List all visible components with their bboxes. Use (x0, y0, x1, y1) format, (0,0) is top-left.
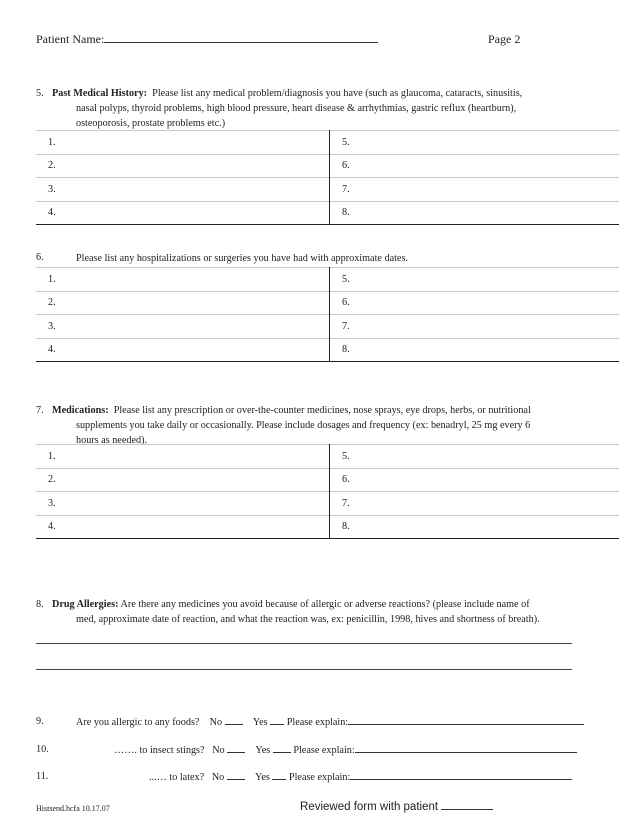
q6-prompt: Please list any hospitalizations or surgeries you have had with approximate dates. (76, 253, 408, 264)
q9-explain-field[interactable] (348, 714, 584, 725)
table-row (36, 338, 619, 362)
q7-entry-8[interactable]: 8. (330, 515, 620, 539)
table-row (36, 154, 619, 178)
table-row (36, 445, 619, 469)
q10-row (114, 742, 577, 758)
q11-row (149, 769, 572, 785)
table-row (36, 268, 619, 292)
q7-entry-2[interactable]: 2. (36, 468, 330, 492)
q6-entry-7[interactable]: 7. (330, 315, 620, 339)
q8-number: 8. (36, 599, 44, 610)
page-number: Page 2 (488, 32, 521, 46)
q7-entry-4[interactable]: 4. (36, 515, 330, 539)
q6-entry-4[interactable]: 4. (36, 338, 330, 362)
reviewed-label: Reviewed form with patient (300, 801, 439, 813)
q11-explain-field[interactable] (350, 769, 572, 780)
q9-yes-label: Yes (252, 717, 268, 728)
table-row (36, 131, 619, 155)
q7-entry-3[interactable]: 3. (36, 492, 330, 516)
q5-entry-3[interactable]: 3. (36, 178, 330, 202)
q10-no-label: No (212, 745, 225, 756)
q5-entry-6[interactable]: 6. (330, 154, 620, 178)
q7-entry-6[interactable]: 6. (330, 468, 620, 492)
q8-prompt: Drug Allergies: Are there any medicines you avoid because of allergic or adverse reactions? (please include name of med, approximate date of reaction, and what the reaction was, ex: penicillin, 1998, hives and shortness of breath). (52, 599, 540, 625)
q10-number: 10. (36, 744, 49, 755)
q11-no-label: No (211, 772, 225, 783)
q9-no-blank[interactable] (225, 714, 243, 725)
q7-number: 7. (36, 405, 44, 416)
q8-answer-line-2[interactable] (36, 669, 572, 670)
q11-no-blank[interactable] (227, 769, 245, 780)
q5-title: Past Medical History: (52, 88, 148, 99)
q5-entry-2[interactable]: 2. (36, 154, 330, 178)
q10-yes-label: Yes (255, 745, 271, 756)
q7-entry-7[interactable]: 7. (330, 492, 620, 516)
q9-yes-blank[interactable] (270, 714, 284, 725)
q11-explain-label: Please explain: (288, 772, 351, 783)
q7-table (36, 444, 619, 539)
table-row (36, 291, 619, 315)
q8-answer-line-1[interactable] (36, 643, 572, 644)
q11-question: ...… to latex? (149, 772, 205, 783)
q10-explain-label: Please explain: (293, 745, 355, 756)
q5-entry-1[interactable]: 1. (36, 131, 330, 155)
q10-yes-blank[interactable] (273, 742, 291, 753)
q6-entry-3[interactable]: 3. (36, 315, 330, 339)
q7-entry-5[interactable]: 5. (330, 445, 620, 469)
table-row (36, 468, 619, 492)
q11-yes-blank[interactable] (272, 769, 286, 780)
table-row (36, 315, 619, 339)
reviewed-field[interactable] (441, 799, 493, 810)
q11-yes-label: Yes (255, 772, 270, 783)
q10-no-blank[interactable] (227, 742, 245, 753)
q9-row (76, 714, 584, 730)
reviewed-line (300, 799, 493, 813)
q5-table (36, 130, 619, 225)
q10-question: ……. to insect stings? (114, 745, 205, 756)
q5-entry-7[interactable]: 7. (330, 178, 620, 202)
table-row (36, 515, 619, 539)
table-row (36, 492, 619, 516)
q9-question: Are you allergic to any foods? (76, 717, 200, 728)
q6-entry-5[interactable]: 5. (330, 268, 620, 292)
q6-entry-6[interactable]: 6. (330, 291, 620, 315)
q5-prompt: Past Medical History: Please list any medical problem/diagnosis you have (such as glaucoma, cataracts, sinusitis, nasal polyps, thyroid problems, high blood pressure, heart disease & arrhythmias, gastric reflux (heartburn), osteoporosis, prostate problems etc.) (52, 88, 523, 129)
q9-number: 9. (36, 716, 44, 727)
q6-entry-1[interactable]: 1. (36, 268, 330, 292)
q6-entry-8[interactable]: 8. (330, 338, 620, 362)
q9-explain-label: Please explain: (286, 717, 349, 728)
q11-number: 11. (36, 771, 49, 782)
q5-entry-4[interactable]: 4. (36, 201, 330, 225)
q6-number: 6. (36, 252, 44, 263)
q6-entry-2[interactable]: 2. (36, 291, 330, 315)
document-id: Histsend.hcfa 10.17.07 (36, 804, 110, 813)
q10-explain-field[interactable] (355, 742, 577, 753)
q7-prompt: Medications: Please list any prescription or over-the-counter medicines, nose sprays, eye drops, herbs, or nutritional supplements you take daily or occasionally. Please include dosages and frequency (ex: benadryl, 25 mg every 6 hours as needed). (52, 405, 531, 446)
patient-name-label: Patient Name: (36, 32, 378, 47)
q8-title: Drug Allergies: (52, 599, 119, 610)
q5-entry-5[interactable]: 5. (330, 131, 620, 155)
q5-entry-8[interactable]: 8. (330, 201, 620, 225)
q7-entry-1[interactable]: 1. (36, 445, 330, 469)
patient-name-field[interactable] (104, 32, 378, 43)
q7-title: Medications: (52, 405, 109, 416)
q9-no-label: No (209, 717, 223, 728)
q6-table (36, 267, 619, 362)
q5-number: 5. (36, 88, 44, 99)
table-row (36, 178, 619, 202)
table-row (36, 201, 619, 225)
